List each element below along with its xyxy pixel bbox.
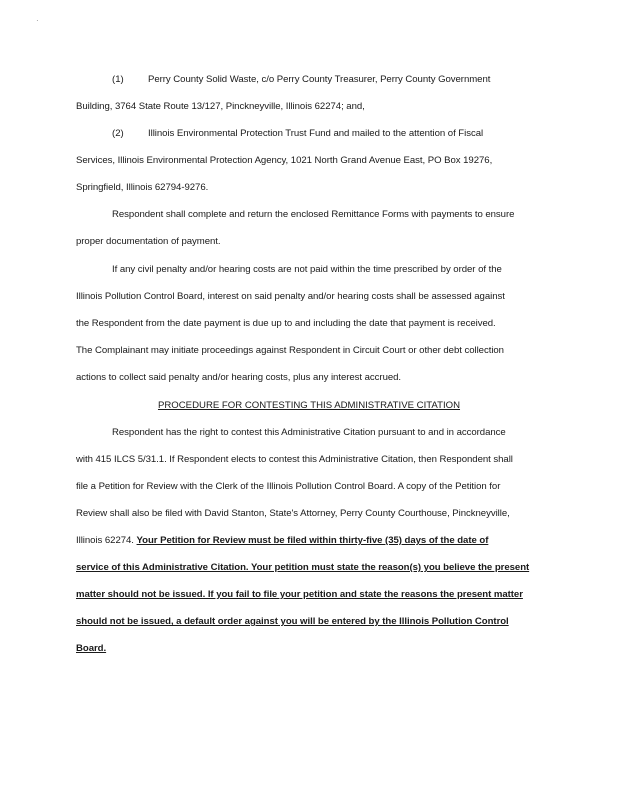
item-2-line-3: Springfield, Illinois 62794-9276.: [76, 182, 209, 193]
item-1-line-1: Perry County Solid Waste, c/o Perry County Treasurer, Perry County Government: [148, 74, 491, 85]
para-3-line-5-emphasis: Your Petition for Review must be filed within thirty-five (35) days of the date of: [136, 535, 489, 546]
para-2-line-1: If any civil penalty and/or hearing costs are not paid within the time prescribed by order of the: [112, 264, 502, 275]
para-1-line-2: proper documentation of payment.: [76, 236, 221, 247]
para-1-line-1: Respondent shall complete and return the enclosed Remittance Forms with payments to ensure: [112, 209, 515, 220]
para-2-line-3: the Respondent from the date payment is due up to and including the date that payment is received.: [76, 318, 496, 329]
item-2-line-1: Illinois Environmental Protection Trust Fund and mailed to the attention of Fiscal: [148, 128, 484, 139]
para-2-line-4: The Complainant may initiate proceedings against Respondent in Circuit Court or other debt collection: [76, 345, 504, 356]
section-heading: PROCEDURE FOR CONTESTING THIS ADMINISTRATIVE CITATION: [157, 400, 461, 411]
para-3-line-9: Board.: [76, 643, 107, 654]
para-3-line-5: [76, 534, 488, 547]
item-2-number: (2): [112, 128, 124, 139]
para-3-line-3: file a Petition for Review with the Clerk of the Illinois Pollution Control Board. A copy of the Petition for: [76, 481, 501, 492]
para-3-line-8: should not be issued, a default order against you will be entered by the Illinois Pollution Control: [76, 616, 509, 627]
para-3-line-6: service of this Administrative Citation. Your petition must state the reason(s) you believe the present: [76, 562, 530, 573]
page-mark: ·: [36, 16, 39, 25]
item-1-number: (1): [112, 74, 124, 85]
para-3-line-1: Respondent has the right to contest this Administrative Citation pursuant to and in accordance: [112, 427, 506, 438]
item-1-line-2: Building, 3764 State Route 13/127, Pinckneyville, Illinois 62274; and,: [76, 101, 365, 112]
para-3-line-2: with 415 ILCS 5/31.1. If Respondent elects to contest this Administrative Citation, then Respondent shall: [76, 454, 513, 465]
item-2-line-2: Services, Illinois Environmental Protection Agency, 1021 North Grand Avenue East, PO Box 19276,: [76, 155, 493, 166]
para-3-line-4: Review shall also be filed with David Stanton, State's Attorney, Perry County Courthouse, Pinckneyville,: [76, 508, 510, 519]
para-2-line-2: Illinois Pollution Control Board, interest on said penalty and/or hearing costs shall be assessed against: [76, 291, 505, 302]
para-3-line-7: matter should not be issued. If you fail to file your petition and state the reasons the present matter: [76, 589, 523, 600]
para-2-line-5: actions to collect said penalty and/or hearing costs, plus any interest accrued.: [76, 372, 402, 383]
para-3-line-5-plain: Illinois 62274.: [76, 535, 137, 546]
